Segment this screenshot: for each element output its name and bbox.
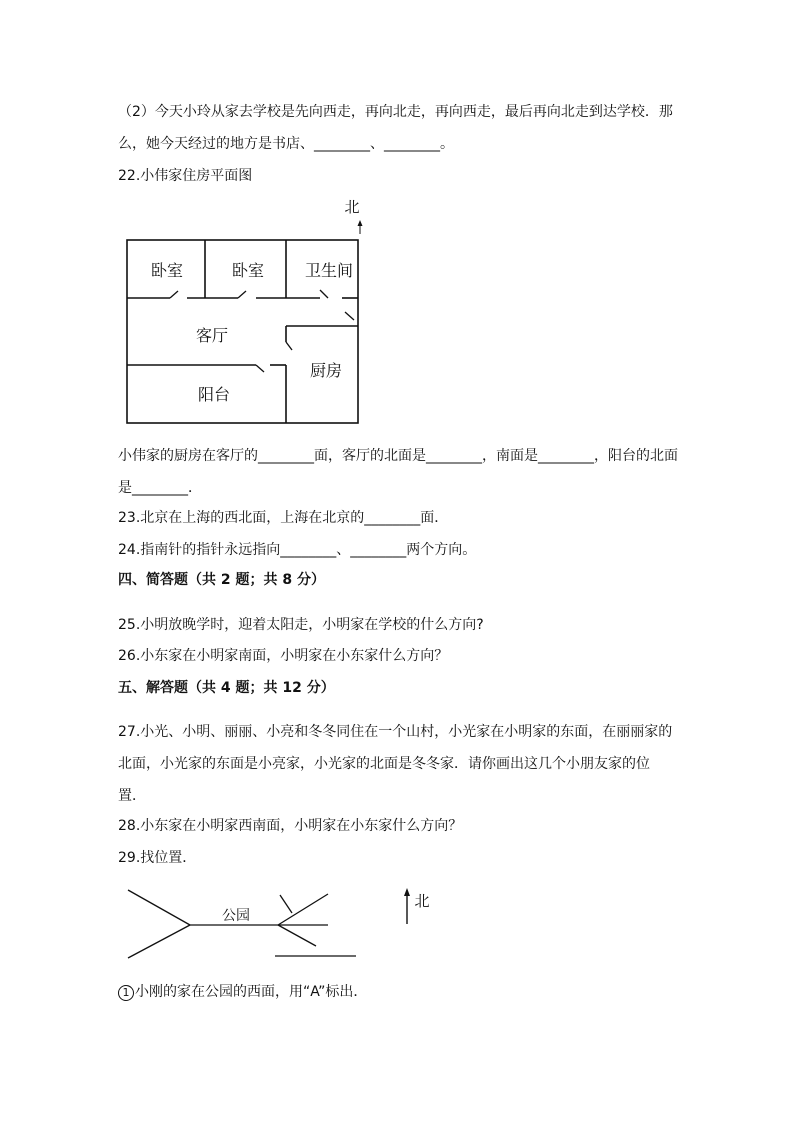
q29-sub1 — [118, 982, 367, 1002]
room-balcony: 阳台 — [197, 385, 231, 404]
map-north-label: 北 — [414, 892, 430, 910]
q22-text-line2: 是________． — [118, 480, 202, 496]
q27-line2: 北面，小光家的东面是小亮家，小光家的北面是冬冬家．请你画出这几个小朋友家的位 — [118, 756, 650, 772]
q22-text-line1: 小伟家的厨房在客厅的________面，客厅的北面是________，南面是________，阳台的北面 — [118, 448, 678, 464]
room-bedroom-2: 卧室 — [231, 261, 265, 280]
q23: 23.北京在上海的西北面，上海在北京的________面． — [118, 510, 449, 526]
room-living: 客厅 — [195, 326, 229, 345]
q27-line3: 置． — [118, 788, 146, 804]
q21-part2-line2: 么，她今天经过的地方是书店、________、________。 — [118, 136, 454, 152]
q24: 24.指南针的指针永远指向________、________两个方向。 — [118, 542, 477, 558]
room-kitchen: 厨房 — [309, 361, 343, 380]
circled-number: 1 — [118, 985, 134, 1001]
map-park-label: 公园 — [222, 908, 250, 924]
q29: 29.找位置． — [118, 850, 197, 866]
section4-heading: 四、简答题（共 2 题；共 8 分） — [118, 572, 325, 588]
floorplan-north-label: 北 — [344, 198, 360, 216]
q25: 25.小明放晚学时，迎着太阳走，小明家在学校的什么方向? — [118, 617, 484, 633]
q22-title: 22.小伟家住房平面图 — [118, 168, 253, 184]
q28: 28.小东家在小明家西南面，小明家在小东家什么方向？ — [118, 818, 463, 834]
room-bathroom: 卫生间 — [304, 261, 354, 280]
section5-heading: 五、解答题（共 4 题；共 12 分） — [118, 680, 335, 696]
room-bedroom-1: 卧室 — [150, 261, 184, 280]
park-map-diagram — [120, 880, 450, 970]
q26: 26.小东家在小明家南面，小明家在小东家什么方向？ — [118, 648, 449, 664]
q29-sub1-text: 小刚的家在公园的西面，用“A”标出． — [135, 984, 368, 1000]
floorplan-diagram — [120, 192, 370, 432]
q27-line1: 27.小光、小明、丽丽、小亮和冬冬同住在一个山村，小光家在小明家的东面，在丽丽家的 — [118, 724, 673, 740]
q21-part2-line1: （2）今天小玲从家去学校是先向西走，再向北走，再向西走，最后再向北走到达学校．那 — [118, 104, 673, 120]
